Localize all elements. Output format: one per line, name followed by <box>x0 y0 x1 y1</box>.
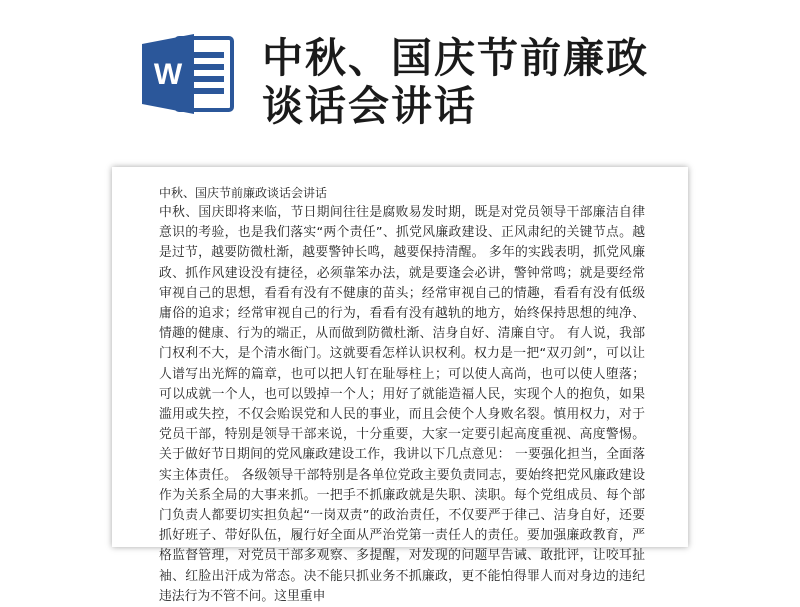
document-page <box>112 167 688 604</box>
header <box>0 0 800 160</box>
page-title: 中秋、国庆节前廉政 谈话会讲话 <box>262 34 649 130</box>
document-body: 中秋、国庆即将来临，节日期间往往是腐败易发时期，既是对党员领导干部廉洁自律意识的考验，也是我们落实“两个责任”、抓党风廉政建设、正风肃纪的关键节点。越是过节，越要防微杜渐，越要警钟长鸣，越要保持清醒。 多年的实践表明，抓党风廉政、抓作风建设没有捷径，必须靠笨办法，就是要逢会必讲，警钟常鸣；就是要经常审视自己的思想，看看有没有不健康的苗头；经常审视自己的情趣，看看有没有低级庸俗的追求；经常审视自己的行为，看看有没有越轨的地方，始终保持思想的纯净、情趣的健康、行为的端正，从而做到防微杜渐、洁身自好、清廉自守。 有人说，我部门权利不大，是个清水衙门。这就要看怎样认识权利。权力是一把“双刃剑”，可以让人谱写出光辉的篇章，也可以把人钉在耻辱柱上；可以使人高尚，也可以使人堕落；可以成就一个人，也可以毁掉一个人；用好了就能造福人民，实现个人的抱负，如果滥用或失控，不仅会贻误党和人民的事业，而且会使个人身败名裂。慎用权力，对于党员干部，特别是领导干部来说，十分重要，大家一定要引起高度重视、高度警惕。 关于做好节日期间的党风廉政建设工作，我讲以下几点意见： 一要强化担当，全面落实主体责任。 各级领导干部特别是各单位党政主要负责同志，要始终把党风廉政建设作为关系全局的大事来抓。一把手不抓廉政就是失职、渎职。每个党组成员、每个部门负责人都要切实担负起“一岗双责”的政治责任，不仅要严于律己、洁身自好，还要抓好班子、带好队伍，履行好全面从严治党第一责任人的责任。要加强廉政教育，严格监督管理，对党员干部多观察、多提醒，对发现的问题早告诫、敢批评，让咬耳扯袖、红脸出汗成为常态。决不能只抓业务不抓廉政，更不能怕得罪人而对身边的违纪违法行为不管不问。这里重申 <box>159 205 645 604</box>
word-icon <box>140 32 236 116</box>
document-content <box>159 183 645 607</box>
document-heading: 中秋、国庆节前廉政谈话会讲话 <box>159 186 328 200</box>
word-icon-letter: W <box>153 58 183 91</box>
